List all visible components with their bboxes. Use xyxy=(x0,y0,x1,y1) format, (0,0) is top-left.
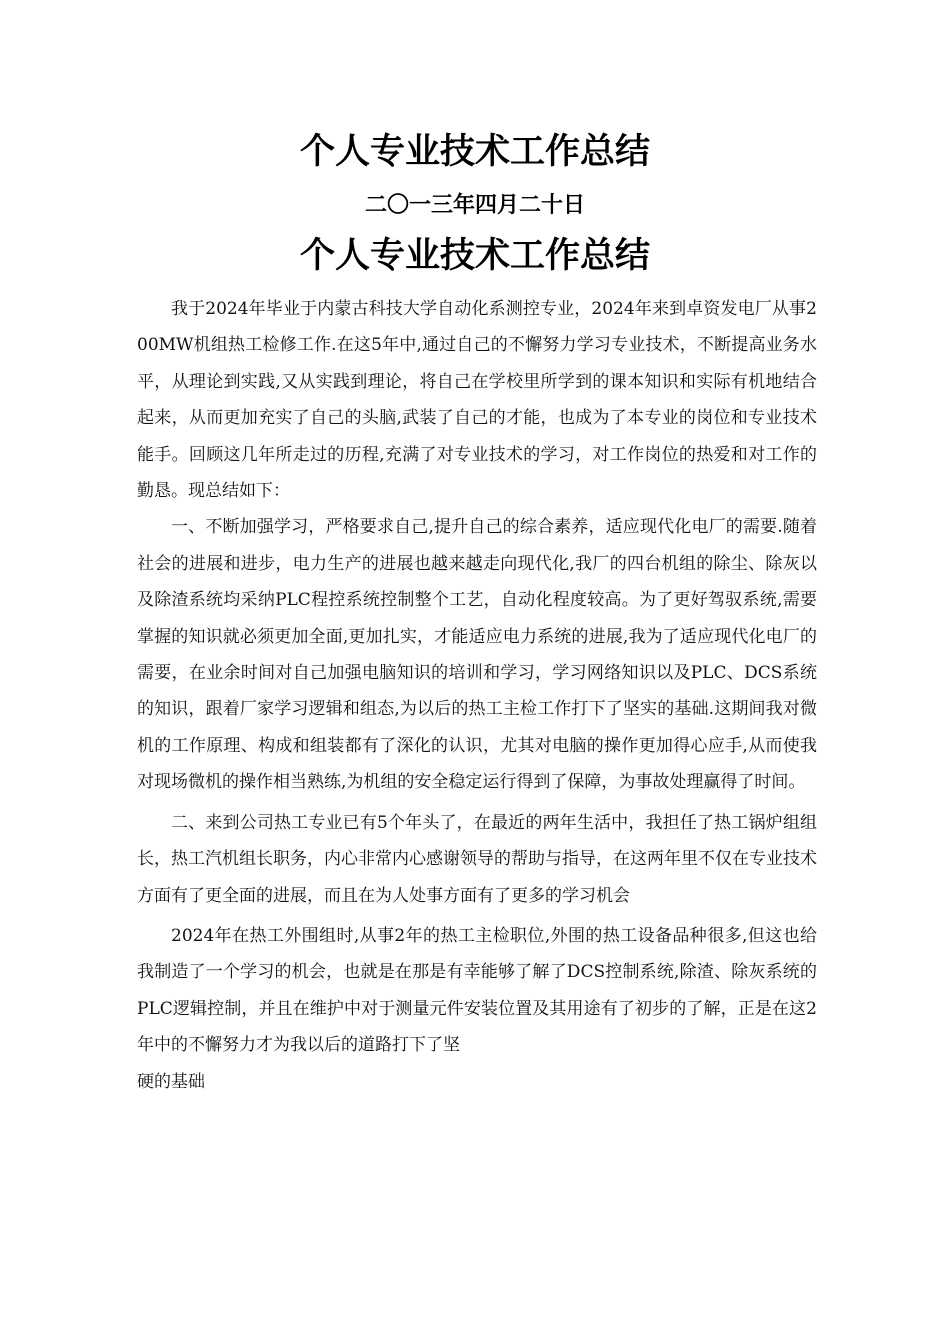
document-title: 个人专业技术工作总结 xyxy=(299,132,650,172)
paragraph-intro: 我于2024年毕业于内蒙古科技大学自动化系测控专业，2024年来到卓资发电厂从事200MW机组热工检修工作.在这5年中,通过自己的不懈努力学习专业技术，不断提高业务水平，从理论到实践,又从实践到理论，将自己在学校里所学到的课本知识和实际有机地结合起来，从而更加充实了自己的头脑,武装了自己的才能，也成为了本专业的岗位和专业技术能手。回顾这几年所走过的历程,充满了对专业技术的学习，对工作岗位的热爱和对工作的勤恳。现总结如下： xyxy=(137,299,817,502)
document-body xyxy=(137,291,817,1100)
paragraph-section-one: 一、不断加强学习，严格要求自己,提升自己的综合素养，适应现代化电厂的需要.随着社会的进展和进步，电力生产的进展也越来越走向现代化,我厂的四台机组的除尘、除灰以及除渣系统均采纳PLC程控系统控制整个工艺，自动化程度较高。为了更好驾驭系统,需要掌握的知识就必须更加全面,更加扎实，才能适应电力系统的进展,我为了适应现代化电厂的需要，在业余时间对自己加强电脑知识的培训和学习，学习网络知识以及PLC、DCS系统的知识，跟着厂家学习逻辑和组态,为以后的热工主检工作打下了坚实的基础.这期间我对微机的工作原理、构成和组装都有了深化的认识，尤其对电脑的操作更加得心应手,从而使我对现场微机的操作相当熟练,为机组的安全稳定运行得到了保障，为事故处理赢得了时间。 xyxy=(137,517,817,793)
document-subtitle: 个人专业技术工作总结 xyxy=(299,236,650,276)
paragraph-section-two: 二、来到公司热工专业已有5个年头了，在最近的两年生活中，我担任了热工锅炉组组长，热工汽机组长职务，内心非常内心感谢领导的帮助与指导，在这两年里不仅在专业技术方面有了更全面的进展，而且在为人处事方面有了更多的学习机会 xyxy=(137,812,817,906)
paragraph-peripheral-group: 2024年在热工外围组时,从事2年的热工主检职位,外围的热工设备品种很多,但这也给我制造了一个学习的机会，也就是在那是有幸能够了解了DCS控制系统,除渣、除灰系统的PLC逻辑控制，并且在维护中对于测量元件安装位置及其用途有了初步的了解，正是在这2年中的不懈努力才为我以后的道路打下了坚 xyxy=(137,925,817,1056)
document-date: 二〇一三年四月二十日 xyxy=(364,193,585,218)
paragraph-continuation: 硬的基础 xyxy=(137,1071,205,1092)
